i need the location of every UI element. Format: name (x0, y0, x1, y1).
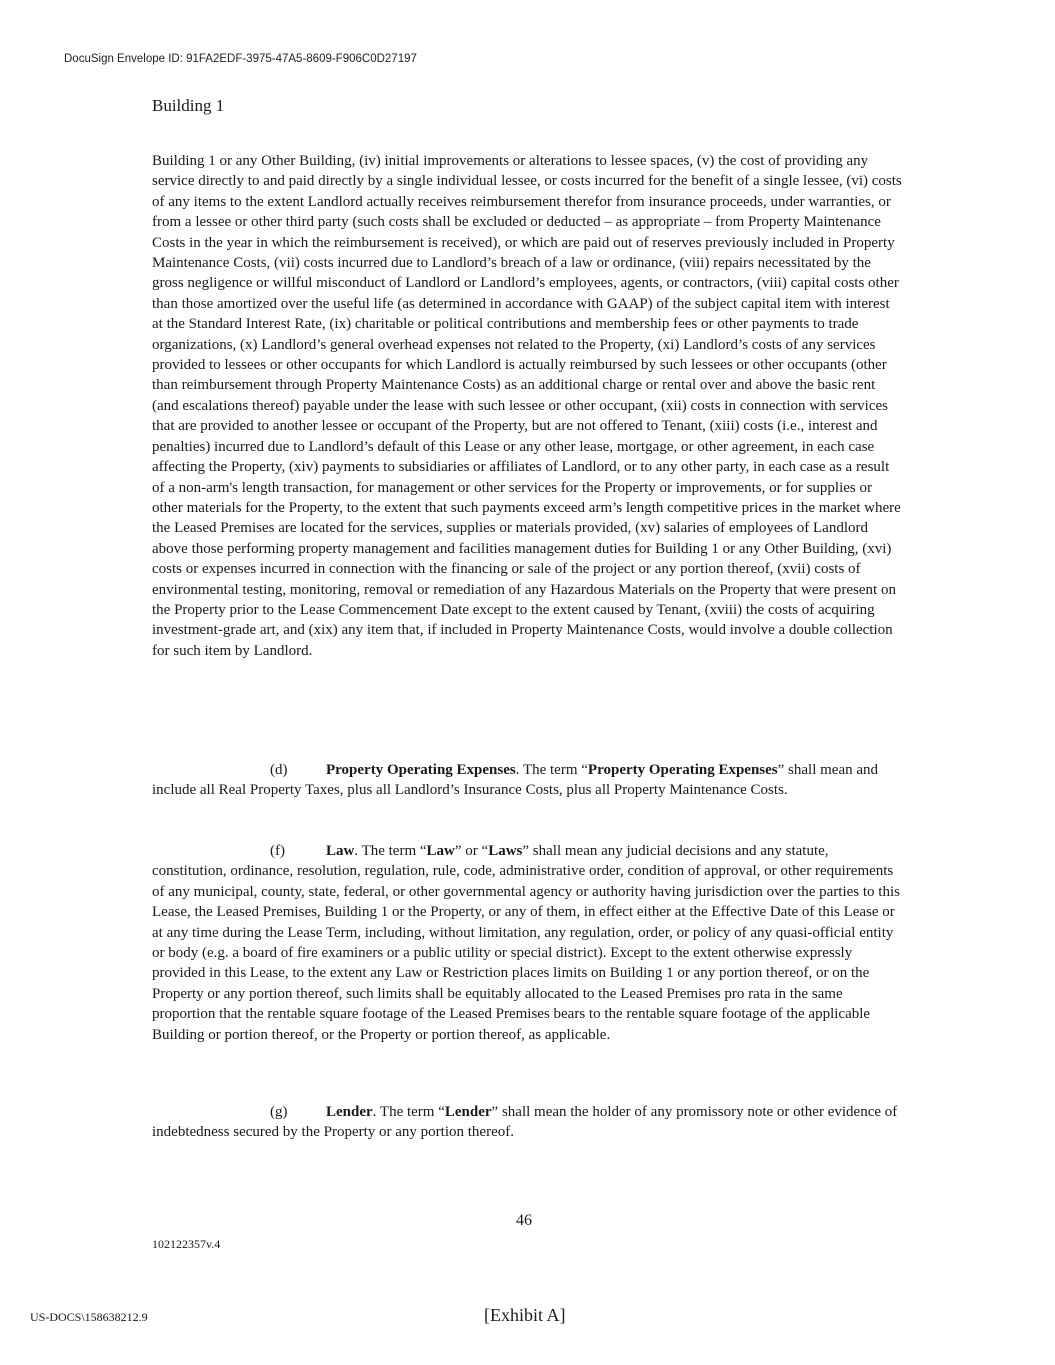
page-number: 46 (516, 1212, 532, 1229)
section-g-defined-term: Lender (444, 1104, 492, 1120)
section-f-title: Law (326, 843, 355, 859)
section-f-mid: ” or “ (454, 843, 489, 859)
section-f-number: (f) (270, 843, 285, 859)
section-d-paragraph (152, 760, 902, 801)
page-heading: Building 1 (152, 96, 225, 115)
section-d-text: ” shall mean and include all Real Property Taxes, plus all Landlord’s Insurance Costs, plus all Property Maintenance Costs. (152, 762, 879, 799)
section-g-text: ” shall mean the holder of any promissory note or other evidence of indebtedness secured by the Property or any portion thereof. (152, 1104, 898, 1141)
section-g-intro: . The term “ (372, 1104, 445, 1120)
document-version-id: 102122357v.4 (152, 1237, 221, 1251)
section-g-title: Lender (326, 1104, 373, 1120)
continuation-paragraph: Building 1 or any Other Building, (iv) initial improvements or alterations to lessee spaces, (v) the cost of providing any service directly to and paid directly by a single individual lessee, or costs incurred for the benefit of a single lessee, (vi) costs of any items to the extent Landlord actually receives reimbursement therefor from insurance proceeds, under warranties, or from a lessee or other third party (such costs shall be excluded or deducted – as appropriate – from Property Maintenance Costs in the year in which the reimbursement is received), or which are paid out of reserves previously included in Property Maintenance Costs, (vii) costs incurred due to Landlord’s breach of a law or ordinance, (viii) repairs necessitated by the gross negligence or willful misconduct of Landlord or Landlord’s employees, agents, or contractors, (viii) capital costs other than those amortized over the useful life (as determined in accordance with GAAP) of the subject capital item with interest at the Standard Interest Rate, (ix) charitable or political contributions and membership fees or other payments to trade organizations, (x) Landlord’s general overhead expenses not related to the Property, (xi) Landlord’s costs of any services provided to lessees or other occupants for which Landlord is actually reimbursed by such lessees or other occupants (other than reimbursement through Property Maintenance Costs) as an additional charge or rental over and above the basic rent (and escalations thereof) payable under the lease with such lessee or other occupant, (xii) costs in connection with services that are provided to another lessee or occupant of the Property, but are not offered to Tenant, (xiii) costs (i.e., interest and penalties) incurred due to Landlord’s default of this Lease or any other lease, mortgage, or other agreement, in each case affecting the Property, (xiv) payments to subsidiaries or affiliates of Landlord, or to any other party, in each case as a result of a non-arm's length transaction, for management or other services for the Property or improvements, or for supplies or other materials for the Property, to the extent that such payments exceed arm’s length competitive prices in the market where the Leased Premises are located for the services, supplies or materials provided, (xv) salaries of employees of Landlord above those performing property management and facilities management duties for Building 1 or any Other Building, (xvi) costs or expenses incurred in connection with the financing or sale of the project or any portion thereof, (xvii) costs of environmental testing, monitoring, removal or remediation of any Hazardous Materials on the Property that were present on the Property prior to the Lease Commencement Date except to the extent caused by Tenant, (xviii) the costs of acquiring investment-grade art, and (xix) any item that, if included in Property Maintenance Costs, would involve a double collection for such item by Landlord. (152, 153, 902, 659)
section-f-paragraph (152, 841, 902, 1045)
section-d-intro: . The term “ (515, 762, 588, 778)
section-g-number: (g) (270, 1104, 288, 1120)
section-d-number: (d) (270, 762, 288, 778)
footer-doc-reference: US-DOCS\158638212.9 (30, 1310, 148, 1324)
section-f-intro: . The term “ (354, 843, 427, 859)
section-d-defined-term: Property Operating Expenses (587, 762, 778, 778)
section-f-text: ” shall mean any judicial decisions and any statute, constitution, ordinance, resolution, regulation, rule, code, administrative order, condition of approval, or other requirements of any municipal, county, state, federal, or other governmental agency or authority having jurisdiction over the parties to this Lease, the Leased Premises, Building 1 or the Property, or any of them, in effect either at the Effective Date of this Lease or at any time during the Lease Term, including, without limitation, any regulation, order, or policy of any quasi-official entity or body (e.g. a board of fire examiners or a public utility or special district). Except to the extent otherwise expressly provided in this Lease, to the extent any Law or Restriction places limits on Building 1 or any portion thereof, or on the Property or any portion thereof, such limits shall be equitably allocated to the Leased Premises pro rata in the same proportion that the rentable square footage of the Leased Premises bears to the rentable square footage of the applicable Building or portion thereof, or the Property or portion thereof, as applicable. (152, 843, 900, 1043)
section-g-paragraph (152, 1102, 902, 1143)
docusign-envelope-id: DocuSign Envelope ID: 91FA2EDF-3975-47A5-8609-F906C0D27197 (64, 53, 417, 65)
section-d-title: Property Operating Expenses (326, 762, 516, 778)
section-f-defined-term-2: Laws (488, 843, 523, 859)
section-f-defined-term: Law (426, 843, 455, 859)
exhibit-label: [Exhibit A] (484, 1305, 566, 1325)
